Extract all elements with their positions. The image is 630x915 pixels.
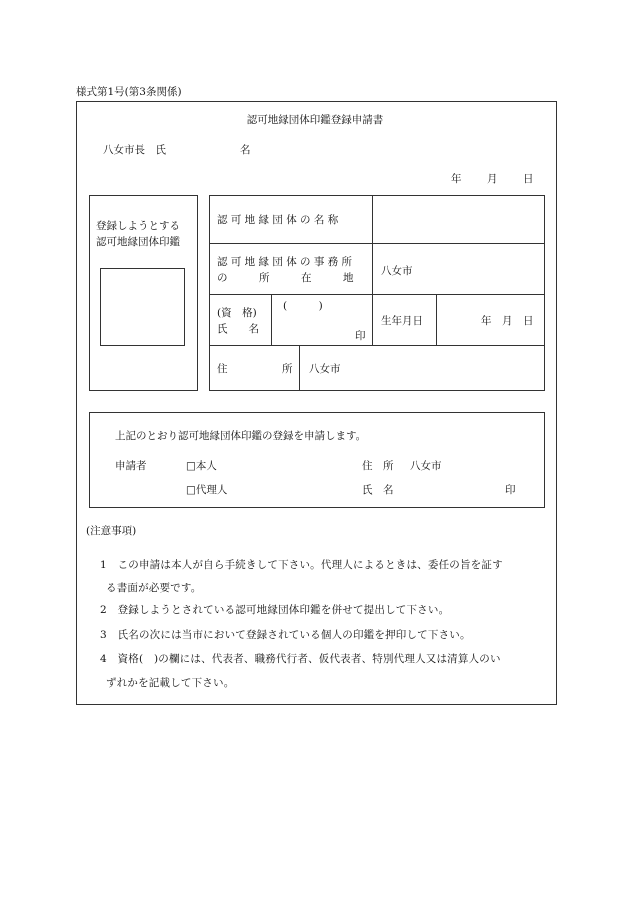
note-4-line2: ずれかを記載して下さい。: [106, 677, 235, 689]
addressee-mayor: 八女市長 氏: [103, 144, 166, 156]
office-address-value[interactable]: 八女市: [381, 265, 413, 277]
office-label-line1: 認 可 地 縁 団 体 の 事 務 所: [217, 256, 353, 268]
table-row-divider: [209, 243, 545, 244]
option-self-checkbox[interactable]: □本人: [186, 460, 217, 472]
applicant-seal-mark: 印: [505, 484, 516, 496]
date-day: 日: [523, 173, 534, 185]
org-name-label: 認 可 地 縁 団 体 の 名 称: [217, 214, 339, 226]
table-row-divider: [209, 294, 545, 295]
applicant-address-label: 住 所: [362, 460, 394, 472]
form-title: 認可地縁団体印鑑登録申請書: [246, 114, 384, 126]
application-box: [89, 412, 545, 508]
rep-qualification-label: (資 格): [217, 307, 257, 319]
address-value[interactable]: 八女市: [309, 363, 341, 375]
table-col-divider: [372, 195, 373, 345]
table-row-divider: [209, 345, 545, 346]
address-label-b: 所: [282, 363, 293, 375]
note-1-line2: る書面が必要です。: [106, 582, 202, 594]
applicant-address-value[interactable]: 八女市: [410, 460, 442, 472]
option-agent-checkbox[interactable]: □代理人: [186, 484, 228, 496]
rep-qualification-field[interactable]: ( ): [283, 300, 323, 312]
birthdate-label: 生年月日: [381, 315, 423, 327]
table-col-divider: [271, 294, 272, 345]
org-name-field[interactable]: [374, 196, 544, 242]
notes-heading: (注意事項): [86, 525, 137, 537]
office-label-line2: の 所 在 地: [217, 272, 354, 284]
addressee-name: 名: [240, 144, 251, 156]
date-month: 月: [487, 173, 498, 185]
applicant-label: 申請者: [115, 460, 147, 472]
note-3: 3 氏名の次には当市において登録されている個人の印鑑を押印して下さい。: [100, 629, 471, 641]
seal-impression-area[interactable]: [100, 268, 185, 346]
seal-box-label-line1: 登録しようとする: [96, 220, 180, 232]
rep-seal-mark: 印: [355, 330, 366, 342]
note-2: 2 登録しようとされている認可地縁団体印鑑を併せて提出して下さい。: [100, 604, 450, 616]
form-label: 様式第1号(第3条関係): [76, 86, 182, 98]
application-statement: 上記のとおり認可地縁団体印鑑の登録を申請します。: [115, 430, 367, 442]
note-4-line1: 4 資格( )の欄には、代表者、職務代行者、仮代表者、特別代理人又は清算人のい: [100, 653, 501, 665]
table-col-divider: [436, 294, 437, 345]
rep-name-label: 氏 名: [217, 323, 259, 335]
birthdate-field[interactable]: 年 月 日: [481, 315, 534, 327]
applicant-name-label: 氏 名: [362, 484, 394, 496]
seal-box-label-line2: 認可地縁団体印鑑: [96, 236, 180, 248]
date-year: 年: [451, 173, 462, 185]
table-col-divider: [299, 345, 300, 391]
address-label-a: 住: [217, 363, 228, 375]
note-1-line1: 1 この申請は本人が自ら手続きして下さい。代理人によるときは、委任の旨を証す: [100, 559, 503, 571]
